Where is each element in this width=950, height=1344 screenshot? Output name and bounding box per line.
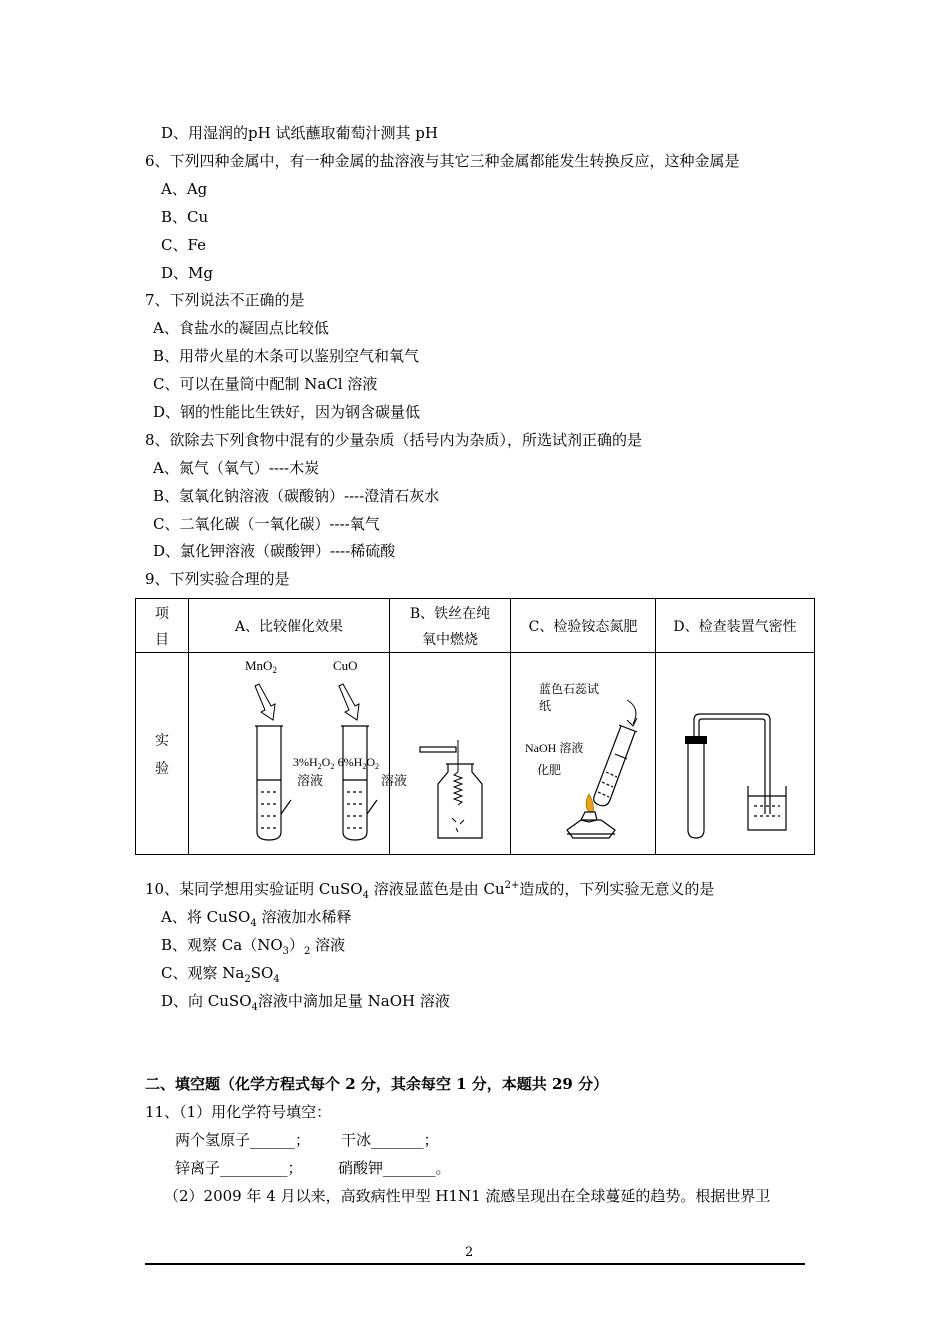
catalyst1-label: MnO$_2$ bbox=[245, 657, 277, 675]
q10-stem: 10、某同学想用实验证明 CuSO$_4$ 溶液显蓝色是由 $Cu^{2+}$造成的，下列实验无意义的是 bbox=[145, 880, 715, 901]
q9-experiment-table bbox=[135, 598, 815, 855]
q6-option-a: A、Ag bbox=[161, 180, 208, 198]
catalyst2-label: CuO bbox=[333, 657, 358, 673]
q7-stem: 7、下列说法不正确的是 bbox=[145, 291, 305, 309]
q7-option-b: B、用带火星的木条可以鉴别空气和氧气 bbox=[153, 347, 420, 365]
q8-option-d: D、氯化钾溶液（碳酸钾）----稀硫酸 bbox=[153, 542, 396, 560]
figure-c-ammonium-test bbox=[511, 653, 656, 855]
header-c: C、检验铵态氮肥 bbox=[511, 599, 656, 653]
figure-a-catalysis bbox=[189, 653, 408, 855]
delivery-tube-icon bbox=[694, 714, 770, 814]
q6-option-b: B、Cu bbox=[161, 208, 209, 226]
q6-option-c: C、Fe bbox=[161, 236, 206, 254]
q11-part2: （2）2009 年 4 月以来，高致病性甲型 H1N1 流感呈现出在全球蔓延的趋势。根据世界卫 bbox=[164, 1187, 771, 1205]
section2-title: 二、填空题（化学方程式每个 2 分，其余每空 1 分，本题共 29 分） bbox=[145, 1075, 609, 1093]
solution2-word: 溶液 bbox=[381, 772, 408, 788]
iron-wire-icon bbox=[452, 740, 464, 832]
q11-blank-zinc-ion: 锌离子_________； bbox=[175, 1159, 303, 1177]
flame-icon bbox=[586, 794, 594, 812]
litmus-label-2: 纸 bbox=[539, 698, 552, 713]
q7-option-a: A、食盐水的凝固点比较低 bbox=[153, 319, 329, 337]
arrow-down-icon bbox=[255, 684, 275, 720]
q11-blank-dry-ice: 干冰_______； bbox=[341, 1131, 439, 1149]
header-item: 项 目 bbox=[136, 599, 189, 653]
q6-option-d: D、Mg bbox=[161, 264, 213, 282]
q8-option-a: A、氮气（氧气）----木炭 bbox=[153, 459, 320, 477]
header-d: D、检查装置气密性 bbox=[656, 599, 815, 653]
q11-blank-hydrogen-atoms: 两个氢原子______； bbox=[175, 1131, 311, 1149]
q8-stem: 8、欲除去下列食物中混有的少量杂质（括号内为杂质），所选试剂正确的是 bbox=[145, 431, 643, 449]
q11-stem: 11、（1）用化学符号填空： bbox=[145, 1103, 332, 1121]
test-tube-icon bbox=[688, 744, 704, 838]
q6-stem: 6、下列四种金属中，有一种金属的盐溶液与其它三种金属都能发生转换反应，这种金属是 bbox=[145, 152, 740, 170]
q8-option-c: C、二氧化碳（一氧化碳）----氧气 bbox=[153, 515, 380, 533]
q9-stem: 9、下列实验合理的是 bbox=[145, 570, 290, 588]
q10-option-d: D、向 CuSO$_4$溶液中滴加足量 NaOH 溶液 bbox=[161, 992, 450, 1013]
naoh-fertilizer-label-2: 化肥 bbox=[537, 762, 562, 777]
arrow-down-icon bbox=[339, 684, 359, 720]
header-a: A、比较催化效果 bbox=[189, 599, 390, 653]
test-tube-icon bbox=[255, 726, 291, 840]
curved-arrow-icon bbox=[627, 700, 637, 726]
test-tube-icon bbox=[341, 726, 377, 840]
solution1-word: 溶液 bbox=[297, 772, 324, 788]
q10-option-b: B、观察 $Ca(NO_3)_2$ 溶液 bbox=[161, 936, 346, 957]
row-label-experiment: 实 验 bbox=[136, 653, 189, 855]
q5-option-d: D、用湿润的pH 试纸蘸取葡萄汁测其 pH bbox=[161, 124, 438, 142]
beaker-icon bbox=[748, 786, 786, 830]
q10-option-c: C、观察 $Na_2SO_4$ bbox=[161, 964, 280, 985]
figure-b-iron-wire bbox=[390, 653, 511, 855]
q7-option-d: D、钢的性能比生铁好，因为钢含碳量低 bbox=[153, 403, 421, 421]
solution2-label: $6\%H_2O_2$ bbox=[337, 754, 379, 771]
q7-option-c: C、可以在量筒中配制 NaCl 溶液 bbox=[153, 375, 378, 393]
q10-option-a: A、将 CuSO$_4$ 溶液加水稀释 bbox=[161, 908, 352, 929]
alcohol-lamp-icon bbox=[567, 812, 615, 838]
page-number: 2 bbox=[465, 1245, 474, 1260]
stopper-icon bbox=[685, 736, 707, 744]
q11-blank-potassium-nitrate: 硝酸钾_______。 bbox=[338, 1159, 451, 1177]
header-b: B、铁丝在纯 氧中燃烧 bbox=[390, 599, 511, 653]
figure-d-airtightness bbox=[656, 653, 815, 855]
glass-plate-icon bbox=[420, 747, 456, 752]
naoh-fertilizer-label-1: NaOH 溶液 bbox=[525, 740, 584, 755]
tilted-test-tube-icon bbox=[594, 725, 637, 806]
footer-rule bbox=[145, 1263, 805, 1265]
solution1-label: $3\%H_2O_2$ bbox=[293, 754, 335, 771]
q8-option-b: B、氢氧化钠溶液（碳酸钠）----澄清石灰水 bbox=[153, 487, 440, 505]
litmus-label-1: 蓝色石蕊试 bbox=[539, 681, 600, 696]
